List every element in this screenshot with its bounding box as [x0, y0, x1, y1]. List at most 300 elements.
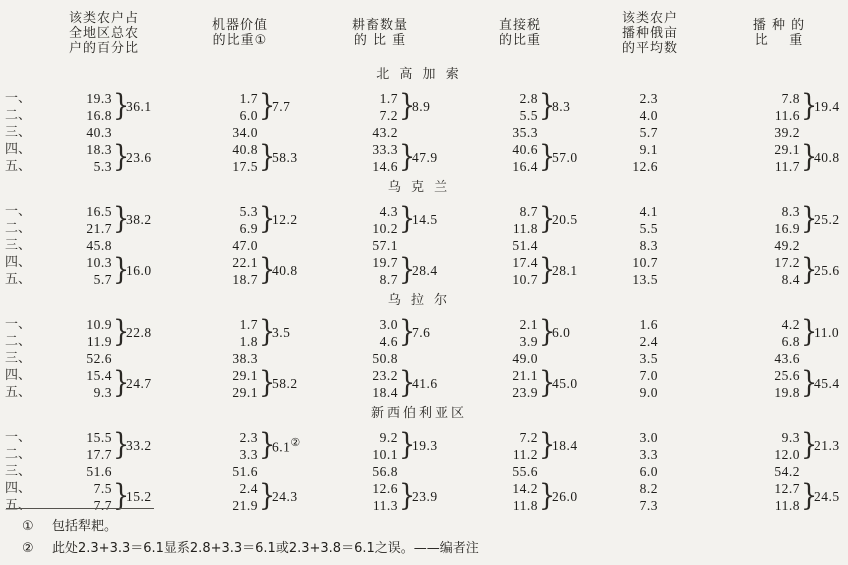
cell-value: 4.2 [781, 317, 800, 332]
brace-pair-group [170, 367, 310, 401]
cell-value: 19.8 [774, 385, 800, 400]
value-stack [170, 141, 258, 175]
column-header-line: 的 比 重 [353, 33, 407, 48]
cell-value: 18.4 [372, 385, 398, 400]
row-label: 二、 [5, 447, 32, 462]
value-stack [450, 254, 538, 288]
cell-value: 23.9 [512, 385, 538, 400]
cell-value: 2.3 [239, 430, 258, 445]
row-label: 一、 [5, 91, 32, 106]
cell-value: 8.3 [639, 238, 658, 253]
value-stack [710, 254, 800, 288]
pair-sum-text: 6.0 [552, 325, 571, 340]
brace-icon: } [538, 139, 556, 174]
single-row-group [450, 237, 590, 254]
brace-icon: } [398, 314, 416, 349]
cell-value: 40.3 [86, 125, 112, 140]
cell-value: 25.6 [774, 368, 800, 383]
brace-icon: } [258, 478, 276, 513]
cell-value: 4.3 [379, 204, 398, 219]
value-stack [450, 124, 538, 141]
brace-icon: } [800, 201, 818, 236]
single-row-group [310, 350, 450, 367]
data-column-1 [38, 90, 170, 175]
column-header-5 [590, 11, 710, 56]
pair-sum-text: 12.2 [272, 212, 298, 227]
pair-sum-text: 11.0 [814, 325, 840, 340]
row-label: 二、 [5, 221, 32, 236]
cell-value: 56.8 [372, 464, 398, 479]
column-header-3 [310, 18, 450, 48]
region-section [0, 403, 848, 514]
cell-value: 19.7 [372, 255, 398, 270]
cell-value: 21.7 [86, 221, 112, 236]
value-stack [310, 367, 398, 401]
data-column-6 [710, 429, 848, 514]
cell-value: 11.3 [372, 498, 398, 513]
value-stack [710, 203, 800, 237]
column-header-line: 全地区总农 [68, 25, 139, 41]
column-header-line: 的平均数 [621, 40, 678, 56]
cell-value: 17.5 [232, 159, 258, 174]
cell-value: 51.4 [512, 238, 538, 253]
pair-sum-text: 24.3 [272, 489, 298, 504]
value-stack [38, 254, 112, 288]
value-stack [450, 237, 538, 254]
cell-value: 16.9 [774, 221, 800, 236]
value-stack [450, 350, 538, 367]
brace-icon: } [112, 139, 130, 174]
data-column-5 [590, 316, 710, 401]
cell-value: 17.4 [512, 255, 538, 270]
pair-sum-text: 40.8 [272, 263, 298, 278]
pair-sum-text: 7.6 [412, 325, 431, 340]
brace-pair-group [450, 254, 590, 288]
pair-sum-text: 47.9 [412, 150, 438, 165]
brace-pair-group [38, 316, 170, 350]
row-label-column [0, 203, 38, 288]
cell-value: 10.3 [86, 255, 112, 270]
brace-icon: } [398, 201, 416, 236]
cell-value: 57.1 [372, 238, 398, 253]
brace-pair-group [310, 429, 450, 463]
value-stack [38, 124, 112, 141]
value-stack [38, 203, 112, 237]
column-header-1 [38, 11, 170, 56]
row-label: 四、 [5, 368, 32, 383]
pair-sum-text: 8.3 [552, 99, 571, 114]
pair-sum-value [271, 436, 301, 456]
brace-pair-group [38, 90, 170, 124]
value-stack [38, 429, 112, 463]
brace-pair-group [38, 367, 170, 401]
single-row-group [170, 124, 310, 141]
cell-value: 11.6 [774, 108, 800, 123]
section-data-row [0, 316, 848, 401]
pair-sum-text: 14.5 [412, 212, 438, 227]
cell-value: 16.4 [512, 159, 538, 174]
brace-pair-group [170, 203, 310, 237]
column-header-line: 该类农户 [621, 10, 678, 26]
cell-value: 12.6 [632, 159, 658, 174]
cell-value: 9.3 [781, 430, 800, 445]
row-label: 五、 [5, 159, 32, 174]
cell-value: 55.6 [512, 464, 538, 479]
single-row-group [450, 124, 590, 141]
single-row-group [38, 237, 170, 254]
cell-value: 50.8 [372, 351, 398, 366]
region-section [0, 64, 848, 175]
cell-value: 3.3 [639, 447, 658, 462]
brace-pair-group [38, 141, 170, 175]
data-column-4 [450, 316, 590, 401]
value-stack [590, 429, 658, 514]
footnote-marker: ① [22, 519, 34, 534]
row-label: 三、 [5, 464, 32, 479]
cell-value: 11.2 [512, 447, 538, 462]
data-column-3 [310, 203, 450, 288]
cell-value: 5.3 [93, 159, 112, 174]
value-stack [310, 203, 398, 237]
value-stack [38, 237, 112, 254]
brace-pair-group [170, 254, 310, 288]
row-label: 五、 [5, 498, 32, 513]
row-label: 二、 [5, 108, 32, 123]
section-data-row [0, 90, 848, 175]
column-header-2 [170, 18, 310, 48]
value-stack [310, 90, 398, 124]
cell-value: 7.8 [781, 91, 800, 106]
row-label: 四、 [5, 255, 32, 270]
pair-sum-text: 6.1 [272, 439, 291, 455]
cell-value: 8.7 [519, 204, 538, 219]
cell-value: 7.3 [639, 498, 658, 513]
cell-value: 7.0 [639, 368, 658, 383]
cell-value: 8.3 [781, 204, 800, 219]
single-row-group [38, 463, 170, 480]
brace-pair-group [38, 429, 170, 463]
single-row-group [38, 124, 170, 141]
brace-icon: } [538, 252, 556, 287]
cell-value: 3.0 [379, 317, 398, 332]
cell-value: 2.8 [519, 91, 538, 106]
pair-sum-text: 16.0 [126, 263, 152, 278]
cell-value: 6.0 [639, 464, 658, 479]
value-stack [710, 124, 800, 141]
pair-sum-text: 57.0 [552, 150, 578, 165]
cell-value: 9.2 [379, 430, 398, 445]
cell-value: 5.7 [639, 125, 658, 140]
single-row-group [710, 350, 848, 367]
brace-icon: } [538, 478, 556, 513]
brace-pair-group [710, 429, 848, 463]
single-row-group [310, 237, 450, 254]
value-stack [310, 350, 398, 367]
value-stack [450, 141, 538, 175]
brace-icon: } [800, 478, 818, 513]
value-stack [710, 429, 800, 463]
pair-sum-text: 19.4 [814, 99, 840, 114]
pair-sum-text: 23.6 [126, 150, 152, 165]
cell-value: 10.7 [632, 255, 658, 270]
brace-icon: } [112, 252, 130, 287]
pair-sum-text: 19.3 [412, 438, 438, 453]
value-stack [710, 463, 800, 480]
value-stack [310, 141, 398, 175]
column-header-line: 播种俄亩 [621, 25, 678, 41]
footnote-line [0, 539, 848, 559]
data-column-2 [170, 429, 310, 514]
brace-icon: } [538, 365, 556, 400]
cell-value: 2.4 [639, 334, 658, 349]
cell-value: 35.3 [512, 125, 538, 140]
cell-value: 2.3 [639, 91, 658, 106]
cell-value: 40.6 [512, 142, 538, 157]
data-column-4 [450, 90, 590, 175]
row-label: 一、 [5, 204, 32, 219]
cell-value: 18.3 [86, 142, 112, 157]
cell-value: 5.5 [639, 221, 658, 236]
data-column-1 [38, 203, 170, 288]
brace-pair-group [450, 367, 590, 401]
cell-value: 10.7 [512, 272, 538, 287]
pair-sum-text: 22.8 [126, 325, 152, 340]
cell-value: 5.7 [93, 272, 112, 287]
data-column-1 [38, 316, 170, 401]
cell-value: 23.2 [372, 368, 398, 383]
brace-pair-group [710, 90, 848, 124]
pair-sum-text: 3.5 [272, 325, 291, 340]
data-column-2 [170, 90, 310, 175]
brace-pair-group [310, 90, 450, 124]
cell-value: 7.7 [93, 498, 112, 513]
brace-icon: } [258, 139, 276, 174]
single-row-group [170, 463, 310, 480]
brace-icon: } [800, 139, 818, 174]
cell-value: 11.8 [774, 498, 800, 513]
footnote-divider [6, 508, 154, 509]
cell-value: 1.7 [239, 317, 258, 332]
value-stack [710, 350, 800, 367]
brace-icon: } [800, 314, 818, 349]
cell-value: 1.7 [239, 91, 258, 106]
cell-value: 9.3 [93, 385, 112, 400]
row-label: 一、 [5, 317, 32, 332]
brace-pair-group [710, 316, 848, 350]
cell-value: 17.7 [86, 447, 112, 462]
column-header-line: 该类农户占 [68, 10, 139, 26]
brace-icon: } [800, 252, 818, 287]
row-label: 三、 [5, 238, 32, 253]
brace-icon: } [398, 365, 416, 400]
cell-value: 10.1 [372, 447, 398, 462]
value-stack [170, 124, 258, 141]
cell-value: 34.0 [232, 125, 258, 140]
cell-value: 11.8 [512, 221, 538, 236]
brace-icon: } [258, 201, 276, 236]
data-column-6 [710, 90, 848, 175]
section-data-row [0, 429, 848, 514]
value-stack [710, 367, 800, 401]
brace-pair-group [450, 141, 590, 175]
cell-value: 29.1 [232, 385, 258, 400]
brace-icon: } [398, 252, 416, 287]
pair-sum-text: 28.1 [552, 263, 578, 278]
cell-value: 12.0 [774, 447, 800, 462]
brace-icon: } [398, 427, 416, 462]
value-stack [170, 429, 258, 463]
brace-pair-group [310, 367, 450, 401]
brace-icon: } [112, 427, 130, 462]
pair-sum-text: 28.4 [412, 263, 438, 278]
section-title: 乌 拉 尔 [387, 293, 451, 308]
value-stack [38, 316, 112, 350]
pair-sum-text: 8.9 [412, 99, 431, 114]
pair-sum-text: 18.4 [552, 438, 578, 453]
data-column-4 [450, 203, 590, 288]
value-stack [38, 90, 112, 124]
pair-sum-text: 25.6 [814, 263, 840, 278]
cell-value: 7.2 [519, 430, 538, 445]
value-stack [170, 203, 258, 237]
column-header-line: 播 种 的 [752, 18, 806, 33]
brace-pair-group [310, 316, 450, 350]
cell-value: 16.5 [86, 204, 112, 219]
data-column-3 [310, 90, 450, 175]
cell-value: 14.2 [512, 481, 538, 496]
data-column-3 [310, 316, 450, 401]
value-stack [590, 203, 658, 288]
brace-icon: } [538, 427, 556, 462]
cell-value: 29.1 [232, 368, 258, 383]
data-column-3 [310, 429, 450, 514]
section-data-row [0, 203, 848, 288]
column-header-line: 比 重 [754, 33, 804, 48]
cell-value: 19.3 [86, 91, 112, 106]
cell-value: 52.6 [86, 351, 112, 366]
pair-sum-text: 58.3 [272, 150, 298, 165]
pair-sum-text: 41.6 [412, 376, 438, 391]
value-stack [450, 316, 538, 350]
single-row-group [450, 463, 590, 480]
brace-icon: } [800, 365, 818, 400]
brace-pair-group [170, 90, 310, 124]
value-stack [590, 90, 658, 175]
row-label: 一、 [5, 430, 32, 445]
cell-value: 51.6 [86, 464, 112, 479]
row-label-column [0, 429, 38, 514]
column-header-line: 的比重① [212, 33, 268, 48]
cell-value: 8.2 [639, 481, 658, 496]
column-header-line: 耕畜数量 [351, 18, 408, 33]
cell-value: 21.9 [232, 498, 258, 513]
cell-value: 39.2 [774, 125, 800, 140]
value-stack [710, 316, 800, 350]
cell-value: 10.2 [372, 221, 398, 236]
data-column-4 [450, 429, 590, 514]
cell-value: 3.3 [239, 447, 258, 462]
brace-pair-group [170, 429, 310, 463]
data-column-6 [710, 316, 848, 401]
value-stack [310, 254, 398, 288]
brace-icon: } [258, 427, 276, 462]
value-stack [310, 124, 398, 141]
value-stack [590, 316, 658, 401]
value-stack [38, 367, 112, 401]
cell-value: 6.0 [239, 108, 258, 123]
brace-icon: } [112, 88, 130, 123]
pair-sum-text: 45.4 [814, 376, 840, 391]
single-row-group [310, 463, 450, 480]
cell-value: 3.9 [519, 334, 538, 349]
brace-icon: } [538, 314, 556, 349]
brace-icon: } [538, 88, 556, 123]
single-row-group [450, 350, 590, 367]
cell-value: 1.8 [239, 334, 258, 349]
cell-value: 9.1 [639, 142, 658, 157]
brace-pair-group [450, 429, 590, 463]
value-stack [38, 350, 112, 367]
pair-sum-text: 24.7 [126, 376, 152, 391]
cell-value: 11.9 [86, 334, 112, 349]
column-header-6 [710, 18, 848, 48]
cell-value: 43.6 [774, 351, 800, 366]
cell-value: 54.2 [774, 464, 800, 479]
cell-value: 47.0 [232, 238, 258, 253]
value-stack [450, 429, 538, 463]
brace-pair-group [170, 316, 310, 350]
brace-pair-group [450, 90, 590, 124]
cell-value: 12.7 [774, 481, 800, 496]
value-stack [710, 141, 800, 175]
cell-value: 13.5 [632, 272, 658, 287]
data-column-2 [170, 316, 310, 401]
value-stack [170, 367, 258, 401]
pair-sum-text: 38.2 [126, 212, 152, 227]
cell-value: 1.7 [379, 91, 398, 106]
cell-value: 6.8 [781, 334, 800, 349]
brace-pair-group [170, 141, 310, 175]
data-column-5 [590, 429, 710, 514]
cell-value: 29.1 [774, 142, 800, 157]
row-label: 三、 [5, 125, 32, 140]
cell-value: 18.7 [232, 272, 258, 287]
row-label: 五、 [5, 385, 32, 400]
brace-pair-group [710, 254, 848, 288]
cell-value: 33.3 [372, 142, 398, 157]
brace-icon: } [800, 88, 818, 123]
pair-sum-text: 25.2 [814, 212, 840, 227]
value-stack [450, 463, 538, 480]
value-stack [310, 463, 398, 480]
cell-value: 5.5 [519, 108, 538, 123]
cell-value: 8.4 [781, 272, 800, 287]
cell-value: 49.2 [774, 238, 800, 253]
data-column-5 [590, 90, 710, 175]
cell-value: 6.9 [239, 221, 258, 236]
cell-value: 9.0 [639, 385, 658, 400]
column-header-line: 户的百分比 [68, 40, 139, 56]
brace-icon: } [398, 139, 416, 174]
cell-value: 40.8 [232, 142, 258, 157]
cell-value: 4.0 [639, 108, 658, 123]
table-header-row [0, 4, 848, 62]
brace-icon: } [112, 365, 130, 400]
brace-icon: } [398, 478, 416, 513]
brace-pair-group [710, 367, 848, 401]
cell-value: 14.6 [372, 159, 398, 174]
cell-value: 21.1 [512, 368, 538, 383]
